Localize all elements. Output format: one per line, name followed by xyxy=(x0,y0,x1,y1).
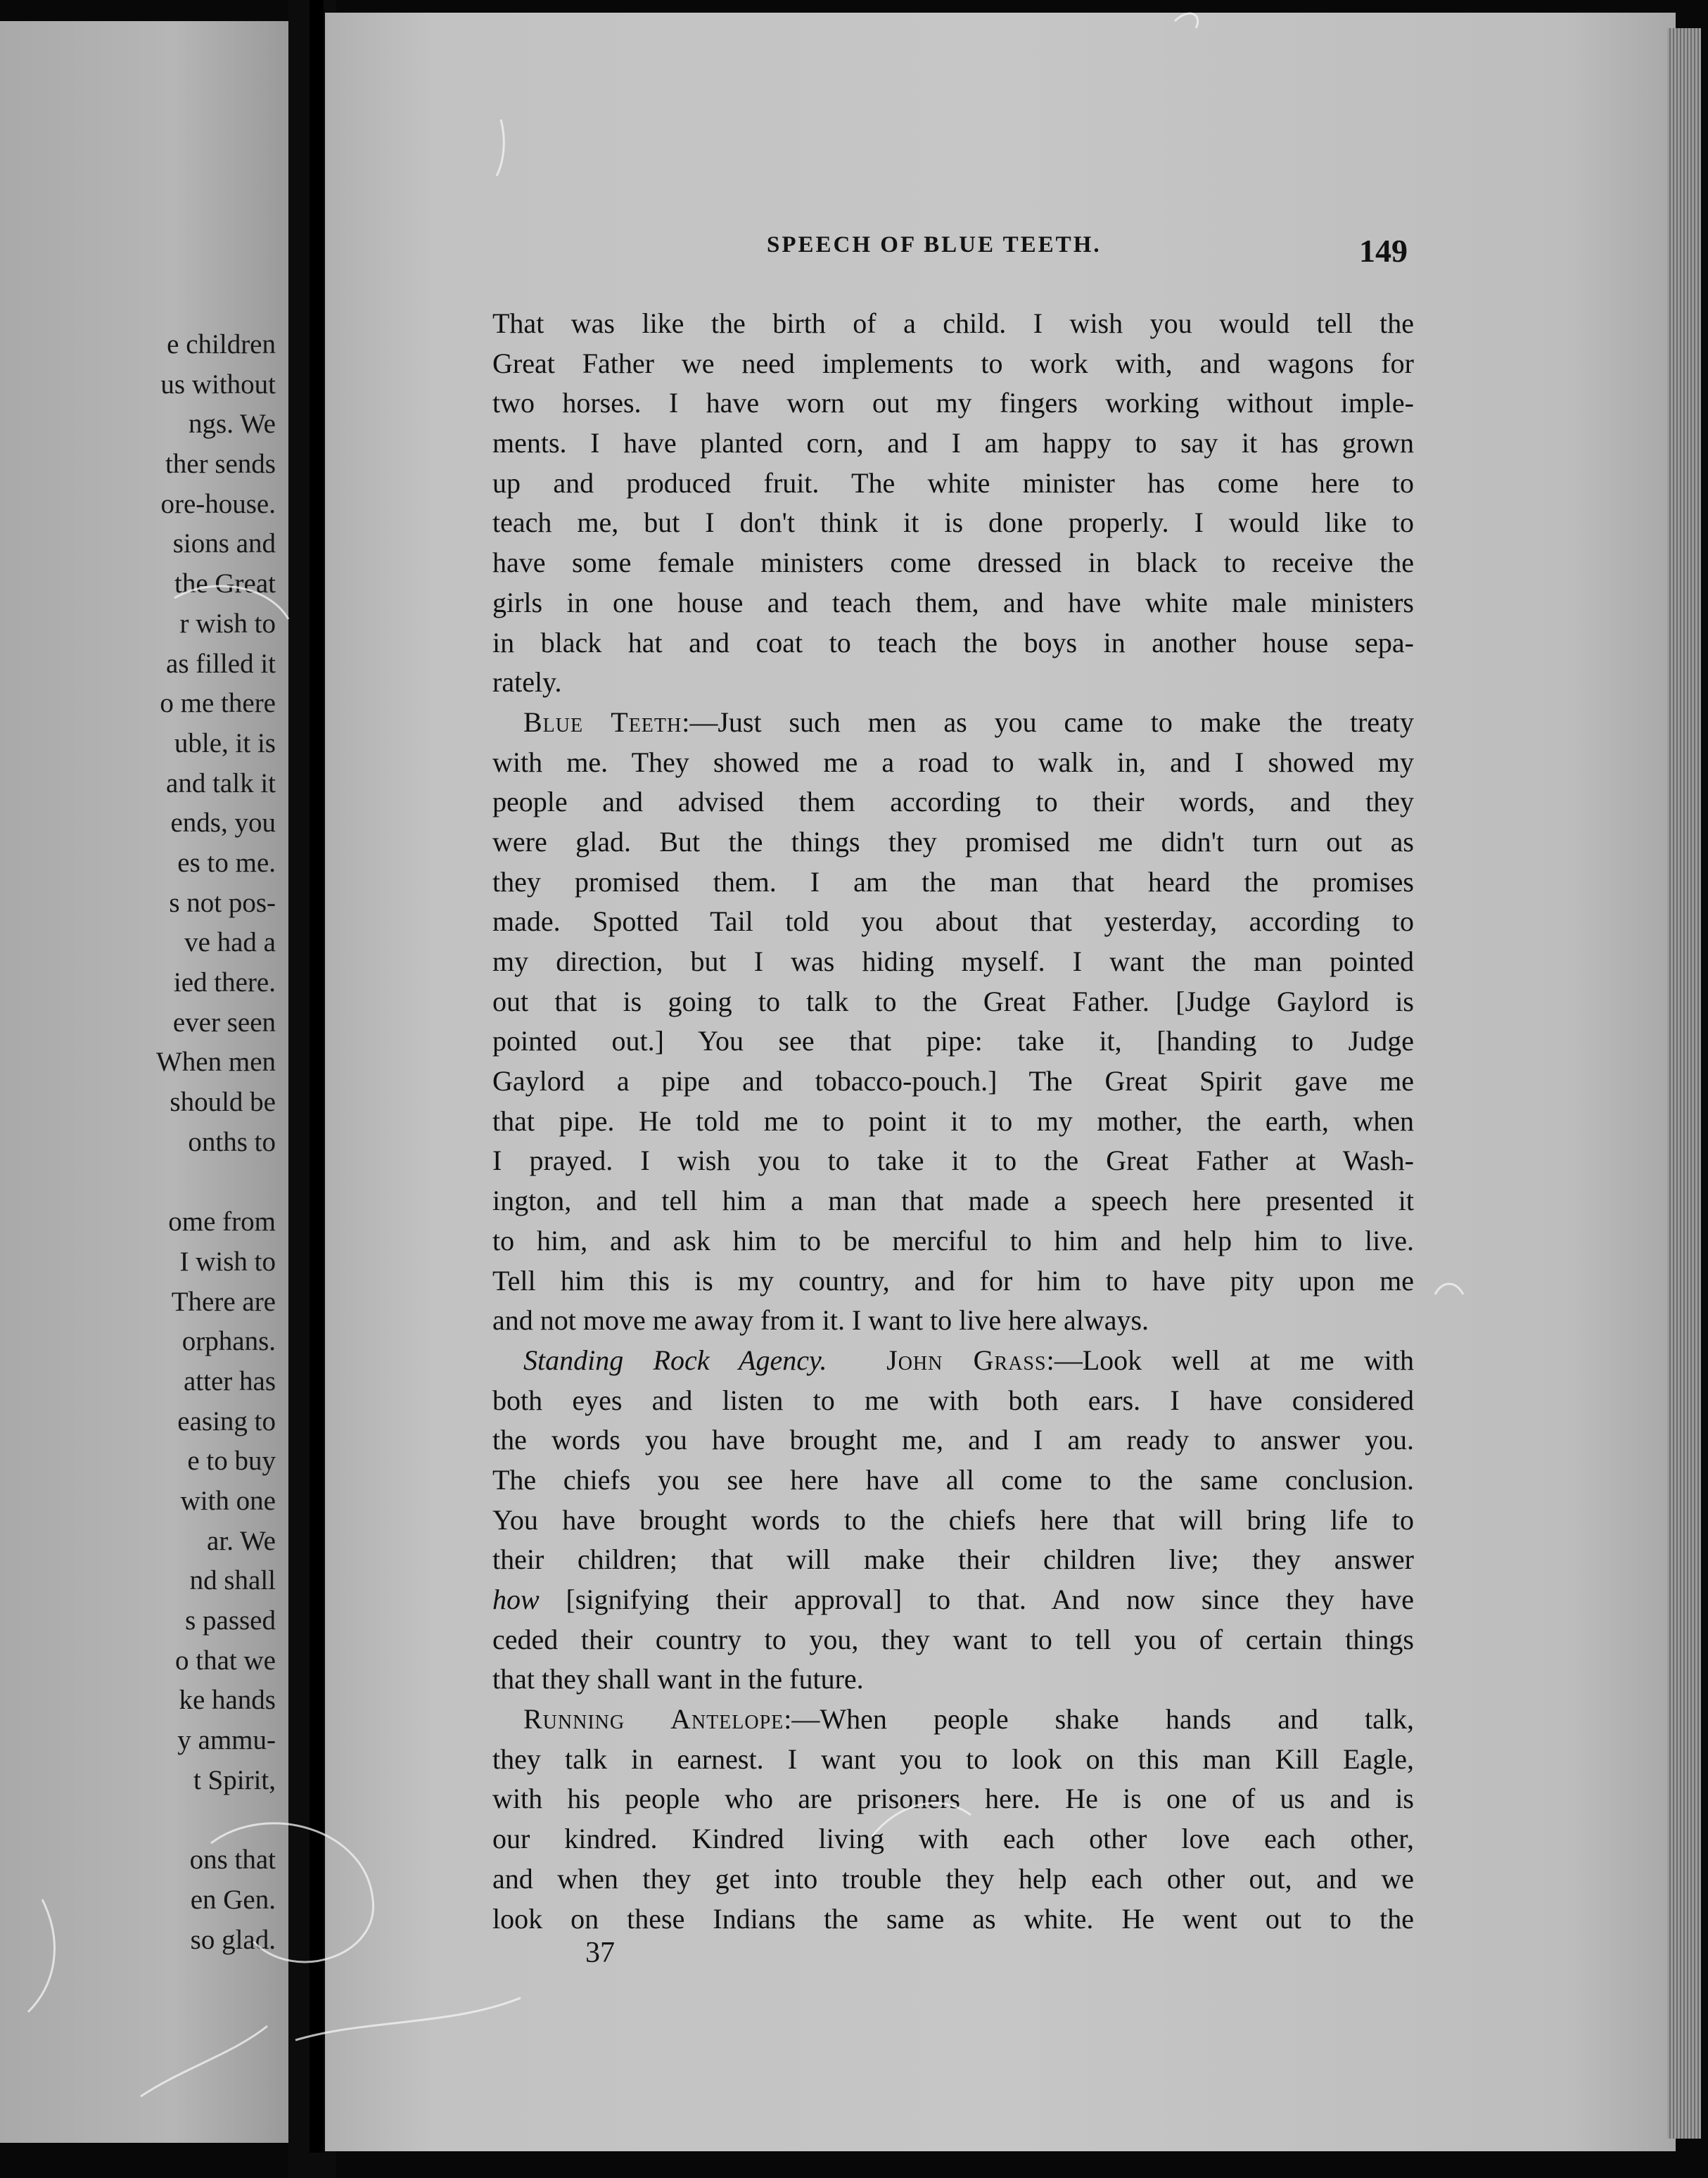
text-line: Tell him this is my country, and for him to have pity upon me xyxy=(492,1264,1414,1297)
text-line: ington, and tell him a man that made a speech here presented it xyxy=(492,1185,1414,1217)
page-number: 149 xyxy=(1359,233,1408,269)
left-page-line: There are xyxy=(171,1286,276,1317)
left-page-line: ngs. We xyxy=(189,409,276,440)
speaker-name: Blue Teeth xyxy=(523,706,682,738)
text-line: out that is going to talk to the Great Father. [Judge Gaylord is xyxy=(492,985,1414,1017)
left-page-line xyxy=(156,1162,276,1202)
text-line: The chiefs you see here have all come to the same conclusion. xyxy=(492,1463,1414,1496)
text-line: with me. They showed me a road to walk in, and I showed my xyxy=(492,746,1414,778)
text-line: two horses. I have worn out my fingers working without imple- xyxy=(492,387,1414,419)
left-page-line: ar. We xyxy=(207,1525,276,1556)
left-page-line: should be xyxy=(170,1087,276,1118)
left-page-line: o me there xyxy=(160,688,276,719)
left-page-line: ve had a xyxy=(184,927,276,958)
speaker-line xyxy=(492,703,1414,743)
running-head: SPEECH OF BLUE TEETH. xyxy=(767,232,1102,257)
text-line: girls in one house and teach them, and have white male ministers xyxy=(492,586,1414,618)
text-line xyxy=(492,1580,1414,1620)
left-page-line: with one xyxy=(180,1485,276,1516)
speech-text: :—When people shake hands and talk, xyxy=(784,1703,1415,1736)
left-page-line: uble, it is xyxy=(174,727,276,758)
left-page-line: ons that xyxy=(189,1845,276,1876)
speech-text: [signifying their approval] to that. And now since they have xyxy=(566,1584,1414,1615)
speaker-name: Running Antelope xyxy=(523,1703,784,1736)
left-page-line: I wish to xyxy=(179,1246,276,1277)
left-page-line: s not pos- xyxy=(169,887,276,918)
left-page-line: easing to xyxy=(177,1406,276,1437)
speech-text: :—Look well at me with xyxy=(1046,1344,1415,1376)
text-line: made. Spotted Tail told you about that yesterday, according to xyxy=(492,905,1414,938)
left-page-text xyxy=(156,325,276,1960)
left-page-line: ore-house. xyxy=(160,488,276,519)
body-text xyxy=(492,304,1414,1939)
how-word: how xyxy=(492,1584,540,1615)
left-page-line: nd shall xyxy=(189,1565,276,1596)
text-line: they promised them. I am the man that heard the promises xyxy=(492,865,1414,898)
text-line: ceded their country to you, they want to tell you of certain things xyxy=(492,1623,1414,1655)
binding-shadow xyxy=(310,0,324,2153)
left-page-line: ever seen xyxy=(172,1007,276,1038)
left-page-line: sions and xyxy=(172,528,276,559)
left-page-line: so glad. xyxy=(190,1924,276,1955)
text-line: my direction, but I was hiding myself. I want the man pointed xyxy=(492,945,1414,977)
speaker-line xyxy=(492,1341,1414,1381)
left-facing-page xyxy=(0,21,288,2143)
text-line: You have brought words to the chiefs here that will bring life to xyxy=(492,1503,1414,1536)
speech-text: :—Just such men as you came to make the treaty xyxy=(682,706,1414,738)
text-line: ments. I have planted corn, and I am happy to say it has grown xyxy=(492,427,1414,459)
left-page-line: the Great xyxy=(174,568,276,599)
text-line: with his people who are prisoners here. He is one of us and is xyxy=(492,1783,1414,1815)
left-page-line: es to me. xyxy=(177,847,276,878)
text-line: Gaylord a pipe and tobacco-pouch.] The Great Spirit gave me xyxy=(492,1065,1414,1097)
text-line: their children; that will make their children live; they answer xyxy=(492,1543,1414,1576)
agency-name: Standing Rock Agency. xyxy=(523,1344,827,1376)
left-page-line: orphans. xyxy=(181,1326,276,1357)
left-page-line: atter has xyxy=(183,1365,276,1396)
text-line: have some female ministers come dressed in black to receive the xyxy=(492,547,1414,579)
left-page-line: and talk it xyxy=(166,768,276,798)
text-line: people and advised them according to their words, and they xyxy=(492,786,1414,818)
speaker-line xyxy=(492,1700,1414,1740)
left-page-line xyxy=(156,1800,276,1840)
left-page-line: y ammu- xyxy=(177,1725,276,1756)
text-line: and not move me away from it. I want to live here always. xyxy=(492,1304,1149,1337)
text-line: our kindred. Kindred living with each other love each other, xyxy=(492,1823,1414,1855)
left-page-line: e children xyxy=(167,329,276,359)
text-line: rately. xyxy=(492,666,562,699)
text-line: were glad. But the things they promised me didn't turn out as xyxy=(492,825,1414,858)
left-page-line: r wish to xyxy=(179,608,276,639)
left-page-line: as filled it xyxy=(166,648,276,679)
left-page-line: ome from xyxy=(168,1206,276,1237)
speaker-name: John Grass xyxy=(886,1344,1047,1376)
page-edges xyxy=(1667,28,1701,2139)
text-line: Great Father we need implements to work with, and wagons for xyxy=(492,347,1414,379)
left-page-line: onths to xyxy=(188,1126,276,1157)
left-page-line: ends, you xyxy=(170,808,276,839)
left-page-line: o that we xyxy=(175,1645,276,1676)
left-page-line: en Gen. xyxy=(190,1884,276,1915)
left-page-line: ied there. xyxy=(173,967,276,998)
text-line: teach me, but I don't think it is done properly. I would like to xyxy=(492,507,1414,539)
left-page-line: us without xyxy=(160,369,276,400)
left-page-line: ke hands xyxy=(179,1685,276,1716)
text-line: and when they get into trouble they help each other out, and we xyxy=(492,1862,1414,1894)
left-page-line: ther sends xyxy=(165,449,276,480)
text-line: to him, and ask him to be merciful to him and help him to live. xyxy=(492,1224,1414,1256)
text-line: the words you have brought me, and I am ready to answer you. xyxy=(492,1424,1414,1456)
text-line: up and produced fruit. The white minister has come here to xyxy=(492,466,1414,499)
left-page-line: When men xyxy=(155,1047,276,1078)
text-line: both eyes and listen to me with both ears. I have considered xyxy=(492,1384,1414,1416)
left-page-line: t Spirit, xyxy=(193,1764,276,1795)
text-line: in black hat and coat to teach the boys in another house sepa- xyxy=(492,626,1414,658)
signature-mark: 37 xyxy=(585,1937,615,1969)
text-line: look on these Indians the same as white. He went out to the xyxy=(492,1902,1414,1935)
text-line: that pipe. He told me to point it to my mother, the earth, when xyxy=(492,1104,1414,1137)
left-page-line: s passed xyxy=(185,1605,276,1636)
text-line: they talk in earnest. I want you to look on this man Kill Eagle, xyxy=(492,1743,1414,1775)
text-line: pointed out.] You see that pipe: take it, [handing to Judge xyxy=(492,1025,1414,1057)
text-line: I prayed. I wish you to take it to the Great Father at Wash- xyxy=(492,1145,1414,1177)
text-line: that they shall want in the future. xyxy=(492,1663,864,1695)
left-page-line: e to buy xyxy=(187,1446,276,1477)
text-line: That was like the birth of a child. I wish you would tell the xyxy=(492,307,1414,339)
